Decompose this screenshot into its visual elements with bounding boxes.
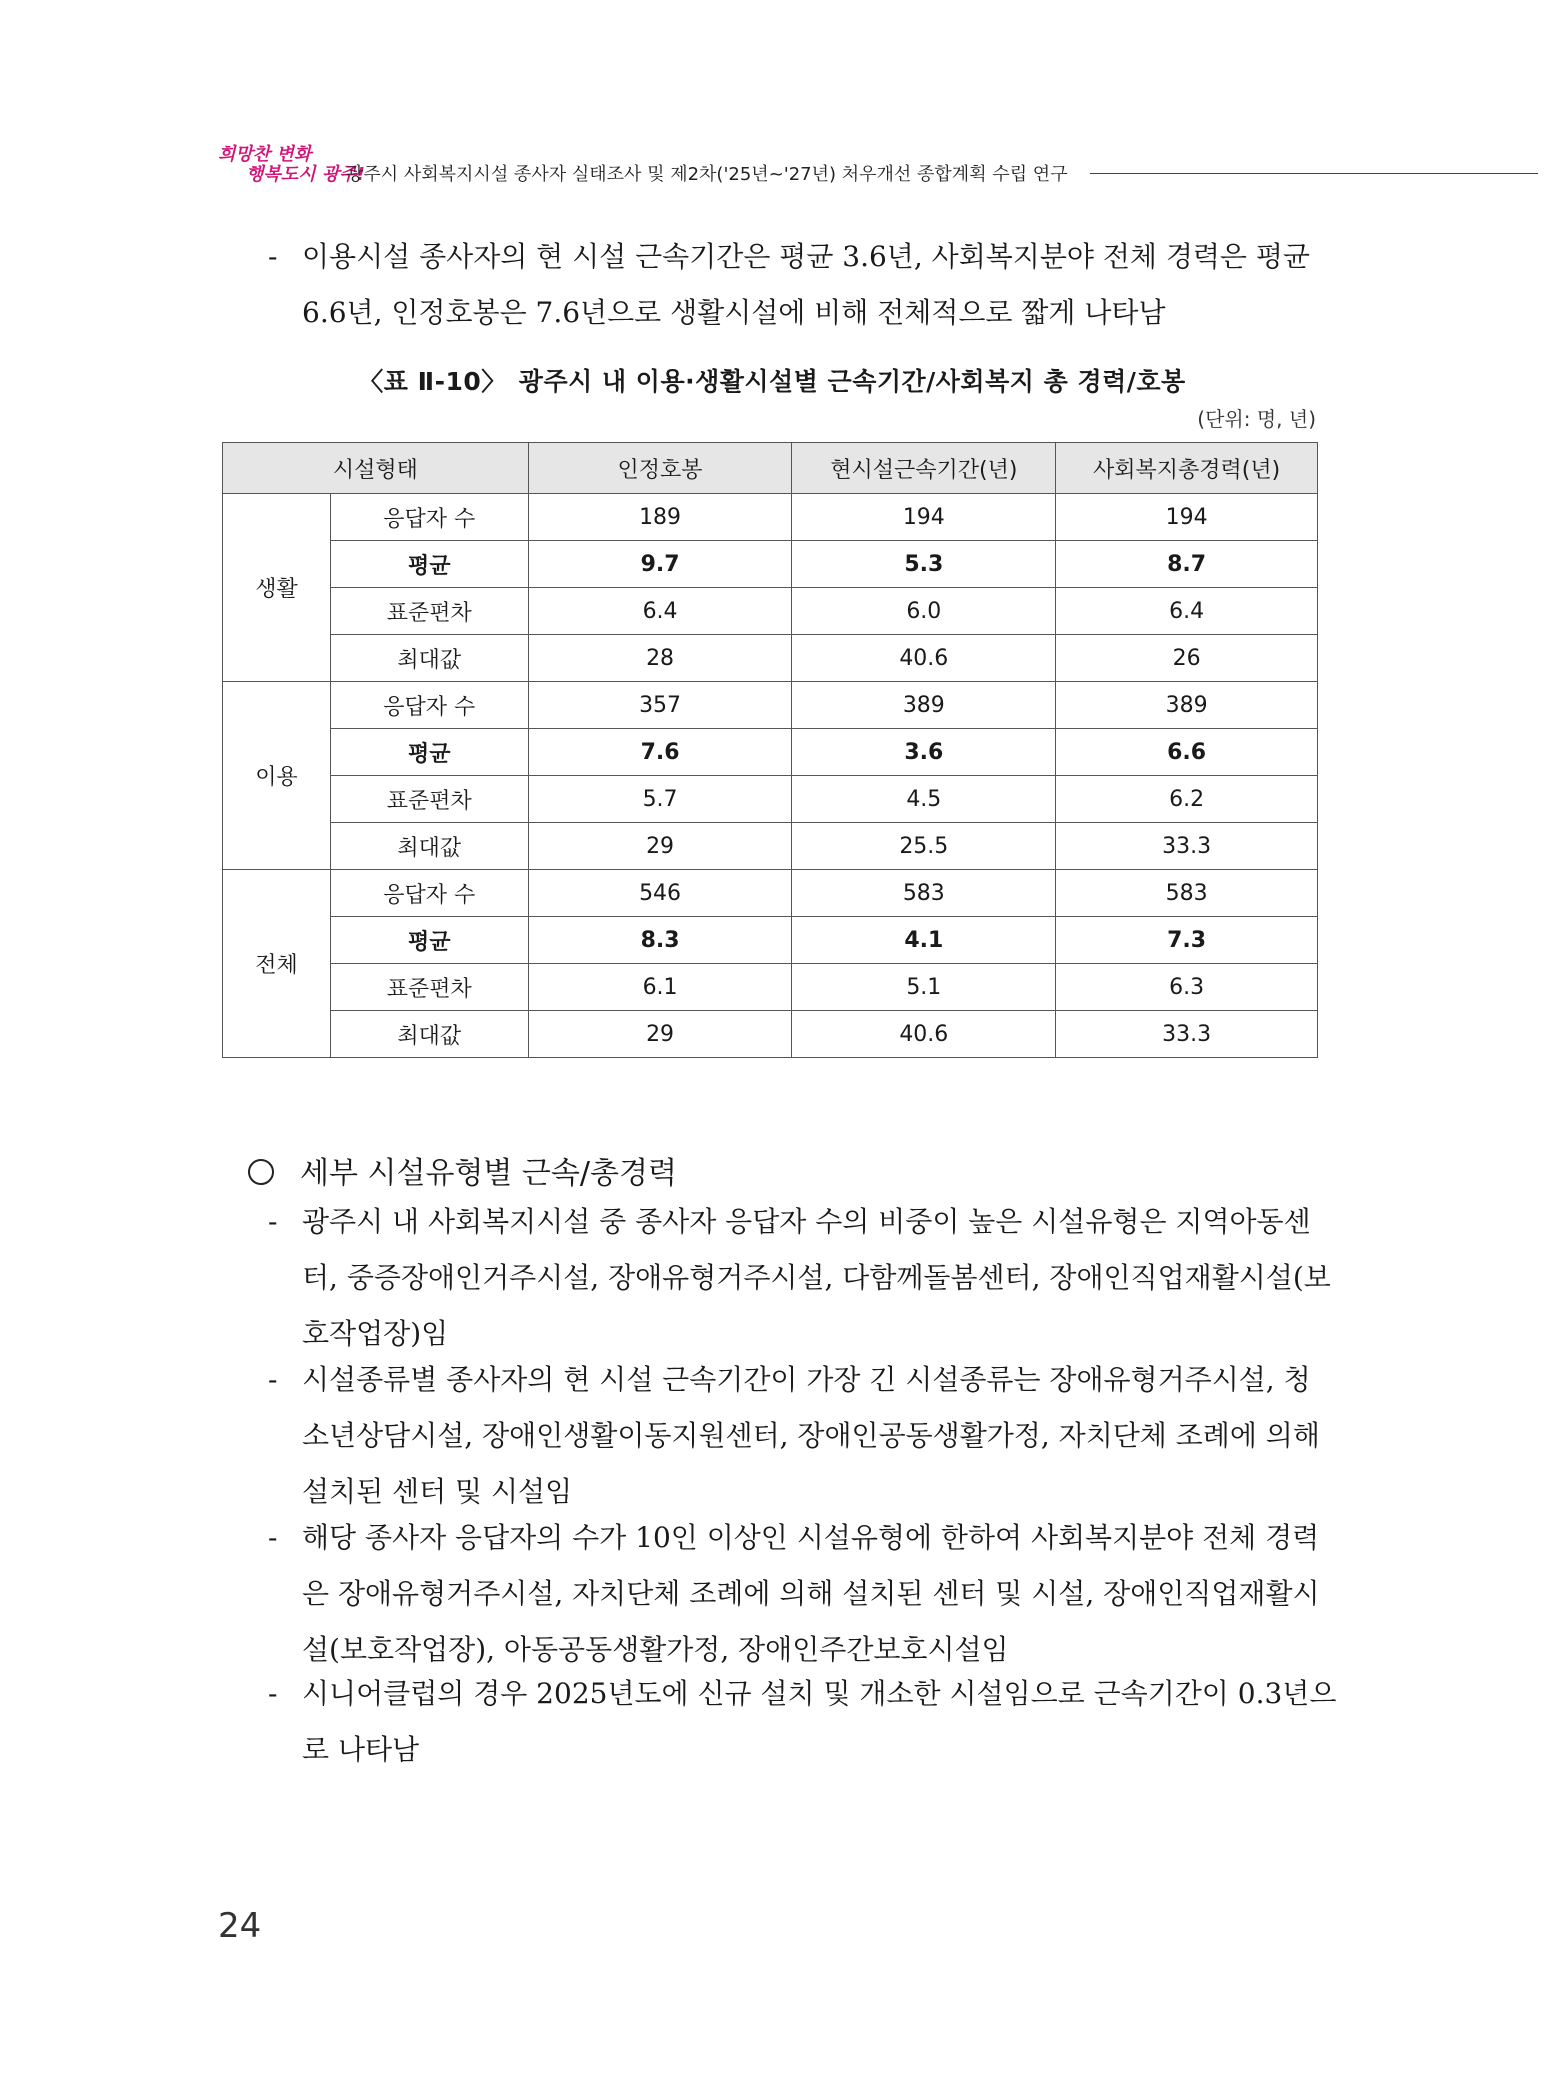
- table-row: [223, 870, 1318, 917]
- column-header: 시설형태: [223, 443, 529, 494]
- table-cell: 6.6: [1056, 729, 1318, 776]
- column-header: 인정호봉: [528, 443, 792, 494]
- table-cell: 389: [792, 682, 1056, 729]
- table-row: [223, 776, 1318, 823]
- table-cell: 33.3: [1056, 823, 1318, 870]
- page-number: 24: [218, 1906, 262, 1946]
- table-cell: 25.5: [792, 823, 1056, 870]
- bullet-line: 시설종류별 종사자의 현 시설 근속기간이 가장 긴 시설종류는 장애유형거주시설, 청: [302, 1363, 1311, 1396]
- table-cell: 583: [792, 870, 1056, 917]
- bullet-dash: -: [268, 1363, 278, 1396]
- bullet-item: [268, 1352, 1320, 1520]
- row-label: 표준편차: [330, 588, 528, 635]
- bullet-dash: -: [268, 240, 278, 273]
- table-cell: 40.6: [792, 1011, 1056, 1058]
- table-unit: (단위: 명, 년): [1197, 407, 1316, 431]
- bullet-line: 광주시 내 사회복지시설 중 종사자 응답자 수의 비중이 높은 시설유형은 지역아동센: [302, 1205, 1311, 1238]
- table-cell: 29: [528, 823, 792, 870]
- intro-line: 이용시설 종사자의 현 시설 근속기간은 평균 3.6년, 사회복지분야 전체 경력은 평균: [302, 240, 1310, 273]
- bullet-item: [268, 1510, 1320, 1678]
- table-cell: 4.5: [792, 776, 1056, 823]
- table-row: [223, 729, 1318, 776]
- table-caption-number: 〈표 Ⅱ-10〉: [358, 367, 507, 396]
- table-cell: 6.0: [792, 588, 1056, 635]
- table-row: [223, 541, 1318, 588]
- table-cell: 4.1: [792, 917, 1056, 964]
- bullet-line: 설치된 센터 및 시설임: [302, 1475, 573, 1508]
- table-caption-title: 광주시 내 이용·생활시설별 근속기간/사회복지 총 경력/호봉: [518, 367, 1186, 396]
- table-row: [223, 494, 1318, 541]
- bullet-line: 소년상담시설, 장애인생활이동지원센터, 장애인공동생활가정, 자치단체 조례에 의해: [302, 1419, 1320, 1452]
- bullet-line: 은 장애유형거주시설, 자치단체 조례에 의해 설치된 센터 및 시설, 장애인직업재활시: [302, 1577, 1320, 1610]
- intro-paragraph: [268, 229, 1310, 341]
- bullet-item: [268, 1194, 1331, 1362]
- table-cell: 7.6: [528, 729, 792, 776]
- table-cell: 6.2: [1056, 776, 1318, 823]
- table-cell: 8.3: [528, 917, 792, 964]
- bullet-line: 로 나타남: [302, 1733, 420, 1766]
- table-cell: 5.7: [528, 776, 792, 823]
- row-label: 최대값: [330, 823, 528, 870]
- table-cell: 389: [1056, 682, 1318, 729]
- logo-line-2: 행복도시 광주!: [246, 164, 365, 185]
- group-label: 전체: [223, 870, 331, 1058]
- bullet-dash: -: [268, 1205, 278, 1238]
- header-rule: [1090, 173, 1538, 174]
- table-cell: 189: [528, 494, 792, 541]
- table-cell: 26: [1056, 635, 1318, 682]
- table-cell: 546: [528, 870, 792, 917]
- table-row: [223, 588, 1318, 635]
- table-cell: 33.3: [1056, 1011, 1318, 1058]
- table-cell: 6.4: [528, 588, 792, 635]
- table-cell: 194: [1056, 494, 1318, 541]
- table-cell: 6.3: [1056, 964, 1318, 1011]
- row-label: 표준편차: [330, 964, 528, 1011]
- table-cell: 194: [792, 494, 1056, 541]
- circle-bullet-icon: [248, 1159, 274, 1185]
- bullet-dash: -: [268, 1677, 278, 1710]
- table-row: [223, 1011, 1318, 1058]
- bullet-line: 터, 중증장애인거주시설, 장애유형거주시설, 다함께돌봄센터, 장애인직업재활시설(보: [302, 1261, 1331, 1294]
- table-cell: 357: [528, 682, 792, 729]
- row-label: 응답자 수: [330, 682, 528, 729]
- column-header: 사회복지총경력(년): [1056, 443, 1318, 494]
- column-header: 현시설근속기간(년): [792, 443, 1056, 494]
- table-row: [223, 917, 1318, 964]
- section-title: 세부 시설유형별 근속/총경력: [300, 1156, 677, 1191]
- table-row: [223, 964, 1318, 1011]
- row-label: 최대값: [330, 1011, 528, 1058]
- intro-line: 6.6년, 인정호봉은 7.6년으로 생활시설에 비해 전체적으로 짧게 나타남: [302, 296, 1166, 329]
- table-cell: 3.6: [792, 729, 1056, 776]
- row-label: 평균: [330, 541, 528, 588]
- bullet-item: [268, 1666, 1336, 1778]
- data-table: [222, 442, 1318, 1058]
- table-cell: 6.4: [1056, 588, 1318, 635]
- table-cell: 583: [1056, 870, 1318, 917]
- bullet-line: 시니어클럽의 경우 2025년도에 신규 설치 및 개소한 시설임으로 근속기간이 0.3년으: [302, 1677, 1337, 1710]
- bullet-line: 호작업장)임: [302, 1317, 449, 1350]
- table-cell: 8.7: [1056, 541, 1318, 588]
- bullet-line: 설(보호작업장), 아동공동생활가정, 장애인주간보호시설임: [302, 1633, 1009, 1666]
- logo: [218, 138, 365, 188]
- logo-line-1: 희망찬 변화: [218, 144, 312, 165]
- bullet-dash: -: [268, 1521, 278, 1554]
- running-header-title: 광주시 사회복지시설 종사자 실태조사 및 제2차('25년~'27년) 처우개선 종합계획 수립 연구: [346, 164, 1068, 185]
- table-row: [223, 823, 1318, 870]
- row-label: 최대값: [330, 635, 528, 682]
- table-row: [223, 682, 1318, 729]
- table-cell: 6.1: [528, 964, 792, 1011]
- row-label: 평균: [330, 917, 528, 964]
- group-label: 이용: [223, 682, 331, 870]
- group-label: 생활: [223, 494, 331, 682]
- table-cell: 7.3: [1056, 917, 1318, 964]
- table-cell: 40.6: [792, 635, 1056, 682]
- table-cell: 29: [528, 1011, 792, 1058]
- row-label: 응답자 수: [330, 494, 528, 541]
- page-header: [218, 138, 1538, 188]
- table-cell: 5.1: [792, 964, 1056, 1011]
- table-caption: [0, 362, 1544, 398]
- bullet-line: 해당 종사자 응답자의 수가 10인 이상인 시설유형에 한하여 사회복지분야 전체 경력: [302, 1521, 1320, 1554]
- table-row: [223, 635, 1318, 682]
- row-label: 평균: [330, 729, 528, 776]
- row-label: 표준편차: [330, 776, 528, 823]
- section-heading: [248, 1148, 677, 1192]
- table-cell: 28: [528, 635, 792, 682]
- table-cell: 9.7: [528, 541, 792, 588]
- row-label: 응답자 수: [330, 870, 528, 917]
- table-header-row: [223, 443, 1318, 494]
- table-cell: 5.3: [792, 541, 1056, 588]
